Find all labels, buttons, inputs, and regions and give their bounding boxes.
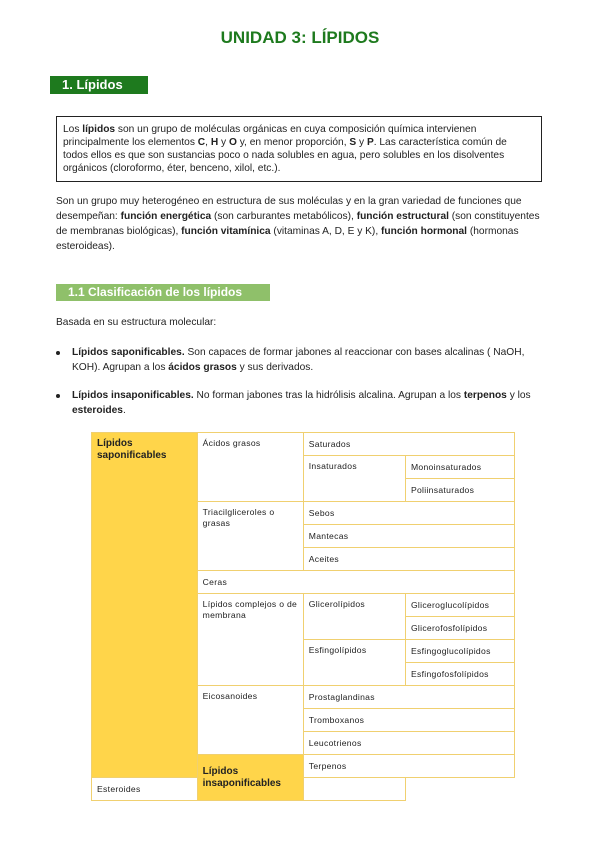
table-cell: Terpenos	[303, 755, 514, 778]
table-cell: Ácidos grasos	[197, 433, 303, 502]
table-cell: Leucotrienos	[303, 732, 514, 755]
table-cell: Aceites	[303, 548, 514, 571]
table-cell-insaponificables: Lípidos insaponificables	[197, 755, 303, 801]
table-cell: Esfingoglucolípidos	[405, 640, 514, 663]
table-cell: Triacilgliceroles o grasas	[197, 502, 303, 571]
table-cell: Esfingolípidos	[303, 640, 405, 686]
subsection-heading-clasificacion: 1.1 Clasificación de los lípidos	[56, 284, 270, 301]
list-item-insaponificables: Lípidos insaponificables. No forman jabones tras la hidrólisis alcalina. Agrupan a los terpenos y los esteroides.	[56, 388, 542, 418]
page-title: UNIDAD 3: LÍPIDOS	[220, 28, 380, 47]
bullet-icon	[56, 351, 60, 355]
table-cell: Tromboxanos	[303, 709, 514, 732]
table-cell: Poliinsaturados	[405, 479, 514, 502]
intro-text: Basada en su estructura molecular:	[56, 317, 217, 328]
list-item-saponificables: Lípidos saponificables. Son capaces de formar jabones al reaccionar con bases alcalinas ( NaOH, KOH). Agrupan a los ácidos grasos y sus derivados.	[56, 345, 542, 375]
bullet-icon	[56, 394, 60, 398]
table-cell: Insaturados	[303, 456, 405, 502]
functions-paragraph: Son un grupo muy heterogéneo en estructura de sus moléculas y en la gran variedad de funciones que desempeñan: función energética (son carburantes metabólicos), función estructural (son constituyentes de membranas biológicas), función vitamínica (vitaminas A, D, E y K), función hormonal (hormonas esteroideas).	[56, 196, 540, 252]
bullet-list	[56, 345, 542, 431]
classification-table	[91, 432, 515, 801]
table-cell: Glicerolípidos	[303, 594, 405, 640]
table-cell: Saturados	[303, 433, 514, 456]
table-cell: Gliceroglucolípidos	[405, 594, 514, 617]
table-row	[92, 433, 515, 456]
table-cell: Ceras	[197, 571, 514, 594]
table-cell: Esfingofosfolípidos	[405, 663, 514, 686]
table-cell: Esteroides	[92, 778, 406, 801]
table-row	[92, 778, 515, 801]
table-cell-saponificables: Lípidos saponificables	[92, 433, 198, 778]
table-cell: Sebos	[303, 502, 514, 525]
definition-box: Los lípidos son un grupo de moléculas orgánicas en cuya composición química intervienen principalmente los elementos C, H y O y, en menor proporción, S y P. Las característica común de todos ellos es que son sustancias poco o nada solubles en agua, pero solubles en los disolventes orgánicos (cloroformo, éter, benceno, xilol, etc.).	[56, 116, 542, 182]
section-heading-lipidos: 1. Lípidos	[50, 76, 148, 94]
table-cell: Eicosanoides	[197, 686, 303, 755]
table-cell: Prostaglandinas	[303, 686, 514, 709]
table-cell: Lípidos complejos o de membrana	[197, 594, 303, 686]
table-cell: Mantecas	[303, 525, 514, 548]
table-cell: Glicerofosfolípidos	[405, 617, 514, 640]
table-cell: Monoinsaturados	[405, 456, 514, 479]
